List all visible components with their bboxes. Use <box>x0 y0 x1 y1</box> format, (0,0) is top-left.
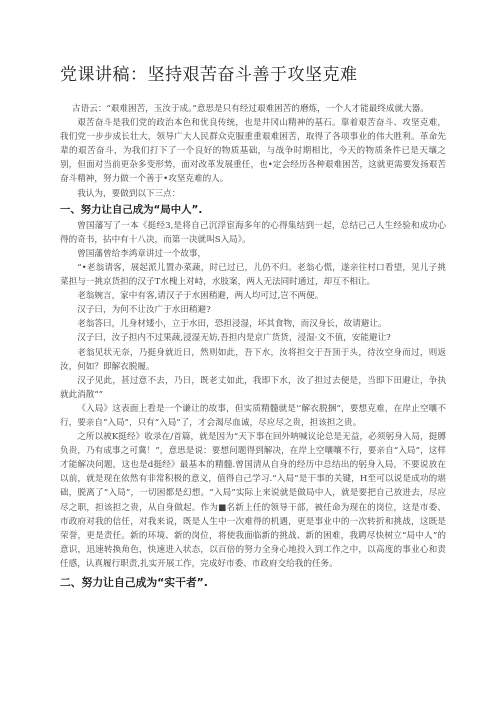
paragraph-rujv-essence: 之所以被K挺经》收录在/首篇，就是因为“天下事在回外呐喊议论总是无益，必须躬身入局，挺膊负贵，乃有成事之可冀！”，意思是说：要想问题得到解决，在岸上空嚷嚷不行，要亲自“入局”，这样才能解决问题，这也是d挺经》最基本的精髓.曾国清从自身的经历中总结出的躬身入局，不要说放在以前，就是现在依然有非常积极的意义，值得自己学习.“入局”是干事的关键，H至可以说是成功的堪础，脱离了“入局”，一切困都是幻想。“入局”实际上来说就是做局中人，就是要把自己放进去，尽应尽之职，担该担之贵，从自身做起。作为■名新上任的领导干部，被任命为现在的岗位，这是市委、市政府对我的信任，对我来说，既是人生中一次难得的机遇，更是事业中的一次转折和挑战，这既是荣誉，更是责任。新的环境、新的岗位，将使我面临新的挑战、新的困难，我聘尽快树立“局中人”的意识，迅速转换角色，快速进入状态，以百倍的努力全身心地投入到工作之中，以高度的事业心和责任感，认真履行职责,扎实开展工作，完成好市委、市政府交给我的任务。 <box>60 432 446 569</box>
section-heading-2: 二、努力让自己成为“实干者”. <box>60 576 208 589</box>
document-title: 党课讲稿：坚持艰苦奋斗善于攻坚克难 <box>60 65 358 85</box>
paragraph-story-2: 老翁婉言，家中有客,请汉子于水困稍避，两人均可过,岂不两便。 <box>77 291 324 302</box>
paragraph-story-7: 汉子见此，甚过意不去，乃日，既老丈如此，我即下水，汝了担过去便是，当即下田避让，争执就此消散“” <box>60 375 446 400</box>
document-page <box>60 64 446 591</box>
paragraph-three-points: 我认为，要做到以下三点： <box>77 188 181 199</box>
section-heading-1: 一、努力让自己成为“局中人”. <box>60 203 203 216</box>
paragraph-story-3: 汉子曰，为何不让汝广于水田稍避? <box>77 305 211 316</box>
paragraph-story-5: 汉子曰，汝子担内不过果蔬,浸湿无妨,吾担内是京广货货，浸湿·文不值，安能避让? <box>77 333 391 344</box>
paragraph-story-6: 老翁见状无奈，乃挺身就近日，然则如此，吾下水，汝将担交于吾顶于头，待汝空身而过，则返汝，何如？即解衣脱履。 <box>60 347 446 372</box>
paragraph-story-4: 老翁答曰，儿身材矮小，立于水田，恐担浸湿，坏其食物，而汉身长，故请避让。 <box>77 319 387 330</box>
paragraph-rujv-meaning: 《入局》这表面上看是一个谦让的故事，但实质精髓就是'‘解衣脱捆”，要想克难，在岸止空嚷不行，要亲自“入局”，只有“入局”了，才会渴尽血诚，尽应尽之贵，担该担之贵。 <box>60 403 446 428</box>
paragraph-story-1: “•老翁请客，展起派儿置办菜蔬，时已过已，儿仍不归。老翁心慌，遂亲往村口看望，见儿子挑菜担与一挑京货担的汉子T水槐上对峙，水肢案，两人无法同时通过，却互不相让。 <box>60 262 446 288</box>
paragraph-story-intro: 曾国藩曾给李鸿章讲过一个故事， <box>77 248 207 259</box>
paragraph-intro-quote: 古语云：“艰难困苦，玉汝于成。”意思是只有经过艰难困苦的磨炼，一个人才能最终成就大器。 <box>72 104 429 114</box>
paragraph-hard-work: 艰苦奋斗是我们党的政治本色和优良传统，也是井冈山精神的基石。靠着艰苦奋斗、攻坚克难，我们党一步步成长壮大，领导广大人民群众克服重重艰难困苦，取得了各项事业的伟大胜利。革命先辈的艰苦奋斗，为我们打下了一个良好的物质基础，与战争时期相比，今天的物质条件已是天壤之别，但面对当前更杂多变形势，面对改革发展重任，也•定会经历各种艰难困苦，这就更需要发扬艰苦奋斗精神，努力做一个善于•攻坚克难的人。 <box>60 118 446 185</box>
paragraph-tingjing: 曾国藩写了一本《挺经3,是将自己沉浮宦海多年的心得集结到一起，总结已己人生经验和成功心得的奇书，拈中有十八决，而第一决就叫S入局》。 <box>60 220 446 245</box>
